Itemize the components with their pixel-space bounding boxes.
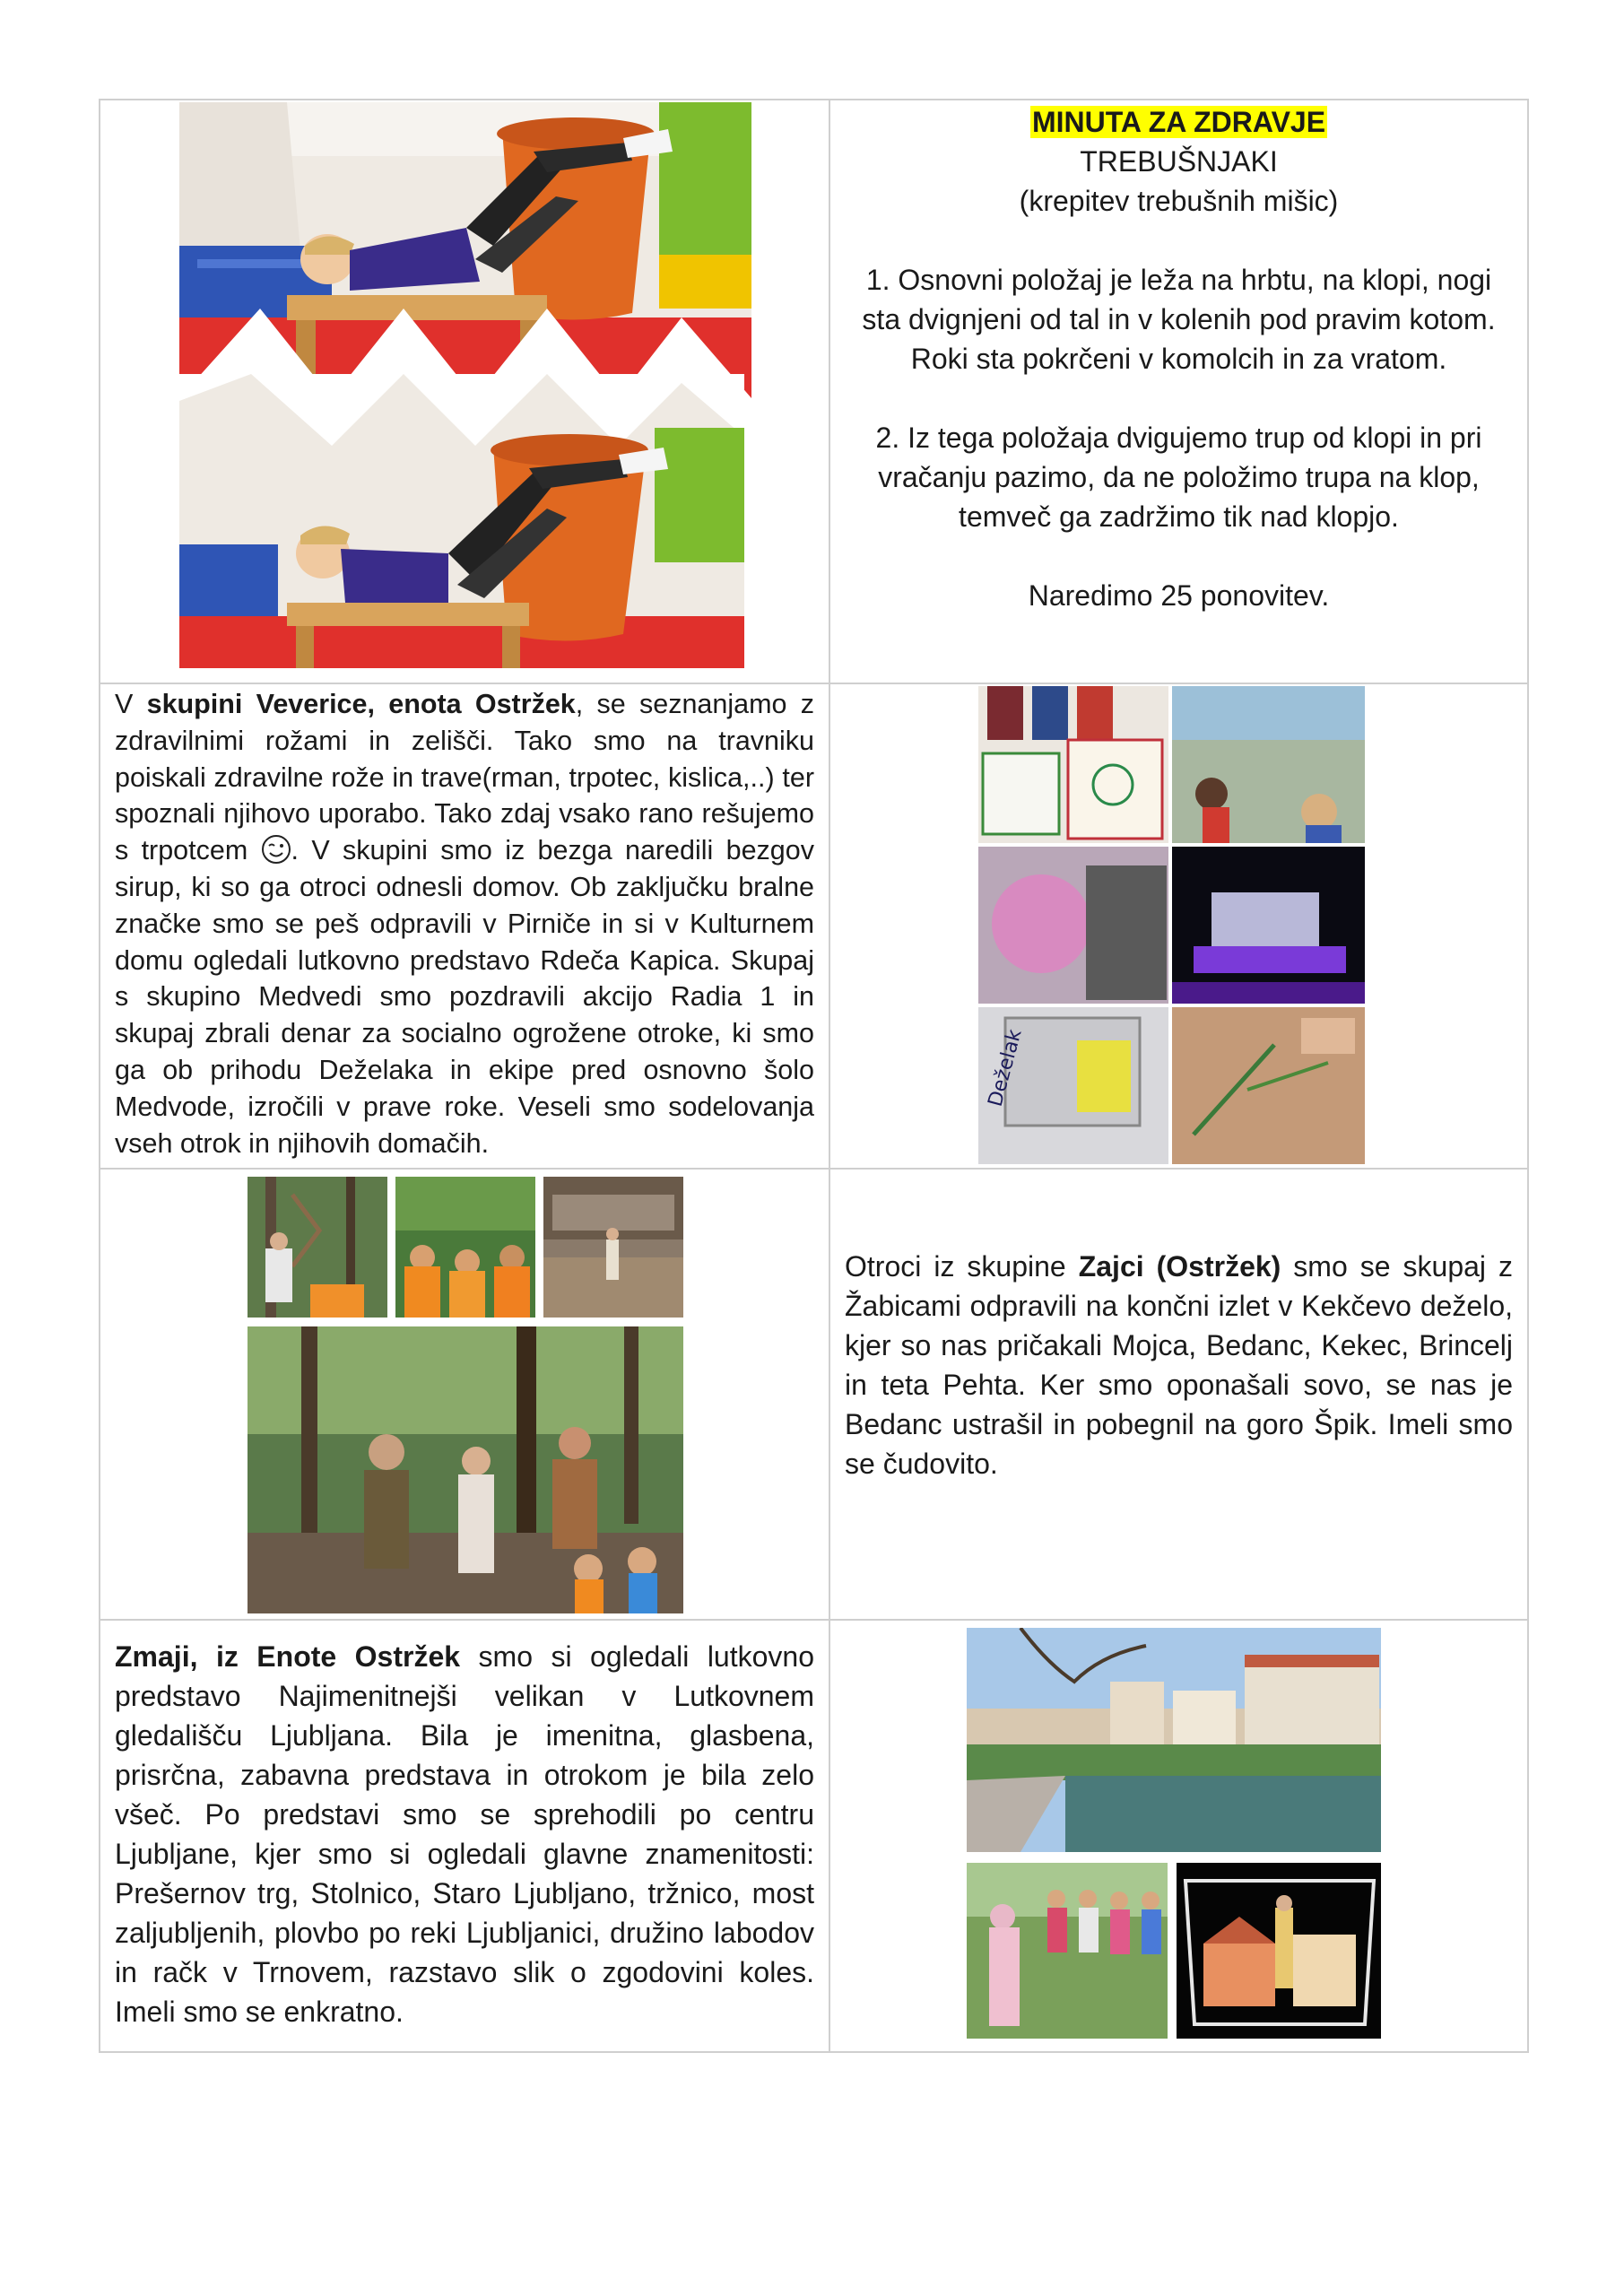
row-veverice <box>100 683 1528 1169</box>
veverice-text-2: , se seznanjamo z zdravilnimi rožami in zelišči. Tako smo na travniku poiskali zdravilne rože in trave(rman, trpotec, kislica,..) ter spoznali njihovo uporabo. Tako zdaj vsako rano rešujemo s trpotcem <box>115 689 814 866</box>
zajci-photo-forest-1 <box>248 1177 387 1318</box>
zmaji-photo-children <box>967 1863 1168 2039</box>
zajci-text-1: Otroci iz skupine <box>845 1250 1079 1283</box>
row-zajci <box>100 1169 1528 1620</box>
zajci-photo-kekec-characters <box>248 1326 683 1613</box>
wink-smiley-icon <box>261 834 291 865</box>
row-zmaji <box>100 1620 1528 2052</box>
row-health <box>100 100 1528 683</box>
cell-exercise-photos <box>100 100 829 683</box>
zmaji-photo-puppet-theatre <box>1177 1863 1381 2039</box>
health-title-highlight: MINUTA ZA ZDRAVJE <box>1031 106 1326 138</box>
veverice-group-name: skupini Veverice, enota Ostržek <box>146 689 576 719</box>
veverice-text-1: V <box>115 689 147 719</box>
health-step-2: 2. Iz tega položaja dvigujemo trup od klopi in pri vračanju pazimo, da ne položimo trupa na klop, temveč ga zadržimo tik nad klopjo. <box>875 422 1482 533</box>
cell-zmaji-text <box>100 1620 829 2052</box>
health-reps: Naredimo 25 ponovitev. <box>1028 579 1330 612</box>
exercise-photo-start <box>179 102 751 398</box>
newsletter-table <box>99 99 1529 2053</box>
dezelak-label: Deželak <box>984 1027 1027 1109</box>
health-title <box>845 102 1513 142</box>
zmaji-paragraph <box>100 1621 829 2031</box>
cell-zajci-photos <box>100 1169 829 1620</box>
cell-zajci-text <box>829 1169 1528 1620</box>
health-step-1: 1. Osnovni položaj je leža na hrbtu, na klopi, nogi sta dvignjeni od tal in v kolenih pod pravim kotom. Roki sta pokrčeni v komolcih in za vratom. <box>862 264 1496 375</box>
zajci-text-2: smo se skupaj z Žabicami odpravili na končni izlet v Kekčevo deželo, kjer so nas pričakali Mojca, Bedanc, Kekec, Brincelj in teta Pehta. Ker smo oponašali sovo, se nas je Bedanc ustrašil in pobegnil na goro Špik. Imeli smo se čudovito. <box>845 1250 1513 1480</box>
health-subtitle: (krepitev trebušnih mišic) <box>1019 185 1339 217</box>
veverice-paragraph <box>100 684 829 1161</box>
health-exercise: TREBUŠNJAKI <box>1080 145 1278 178</box>
zajci-photo-forest-3 <box>543 1177 683 1318</box>
zmaji-photo-ljubljanica <box>967 1628 1381 1852</box>
zmaji-group-name: Zmaji, iz Enote Ostržek <box>115 1640 461 1673</box>
exercise-photo-crunch <box>179 374 744 668</box>
cell-veverice-text <box>100 683 829 1169</box>
zajci-group-name: Zajci (Ostržek) <box>1078 1250 1281 1283</box>
zajci-photo-forest-2 <box>395 1177 535 1318</box>
veverice-photo-collage <box>978 686 1365 1164</box>
veverice-text-3: . V skupini smo iz bezga naredili bezgov sirup, ki so ga otroci odnesli domov. Ob zaključku bralne značke smo se peš odpravili v Pirniče in si v Kulturnem domu ogledali lutkovno predstavo Rdeča Kapica. Skupaj s skupino Medvedi smo pozdravili akcijo Radia 1 in skupaj zbrali denar za socialno ogrožene otroke, ki smo ga ob prihodu Deželaka in ekipe pred osnovno šolo Medvode, izročili v prave roke. Veseli smo sodelovanja vseh otrok in njihovih domačih. <box>115 835 814 1159</box>
cell-zmaji-photos <box>829 1620 1528 2052</box>
cell-veverice-collage <box>829 683 1528 1169</box>
zmaji-text-1: smo si ogledali lutkovno predstavo Najimenitnejši velikan v Lutkovnem gledališču Ljubljana. Bila je imenitna, glasbena, prisrčna, zabavna predstava in otrokom je bila zelo všeč. Po predstavi smo se sprehodili po centru Ljubljane, kjer smo si ogledali glavne znamenitosti: Prešernov trg, Stolnico, Staro Ljubljano, tržnico, most zaljubljenih, plovbo po reki Ljubljanici, družino labodov in račk v Trnovem, razstavo slik o zgodovini koles. Imeli smo se enkratno. <box>115 1640 815 2028</box>
zajci-paragraph <box>830 1170 1527 1483</box>
cell-health-text <box>829 100 1528 683</box>
